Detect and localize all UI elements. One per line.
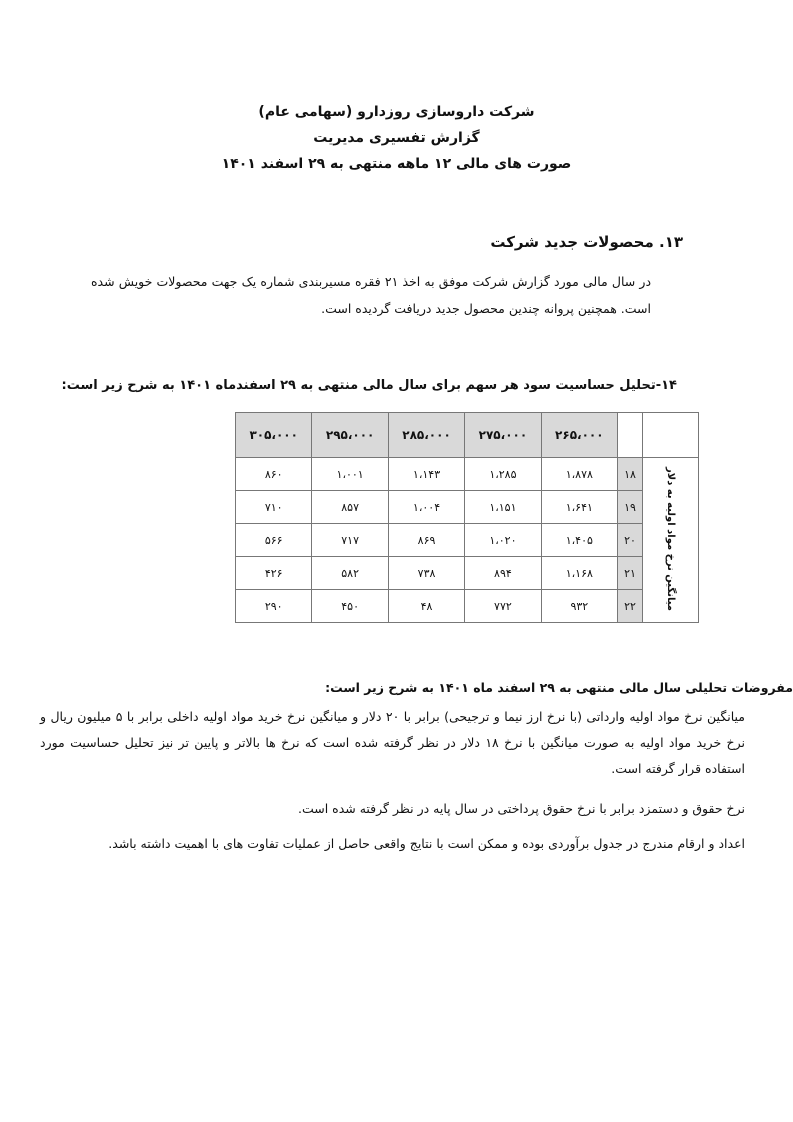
table-cell: ۱،۴۰۵ [541,524,617,557]
column-header: ۲۹۵،۰۰۰ [312,413,388,458]
table-row [236,557,699,590]
column-header: ۳۰۵،۰۰۰ [236,413,312,458]
sensitivity-table [235,412,699,623]
table-cell: ۷۷۲ [465,590,541,623]
table-row [236,524,699,557]
assumption-paragraph: میانگین نرخ مواد اولیه وارداتی (با نرخ ارز نیما و ترجیحی) برابر با ۲۰ دلار و میانگین نرخ خرید مواد اولیه داخلی برابر با ۵ میلیون ریال و نرخ خرید مواد اولیه به صورت میانگین با نرخ ۱۸ دلار در نظر گرفته شده است که نرخ ها بالاتر و پایین تر نیز تحلیل حساسیت مورد استفاده قرار گرفته است. [40,709,745,776]
table-cell: ۱،۸۷۸ [541,458,617,491]
row-rate: ۲۱ [618,557,643,590]
table-cell: ۴۵۰ [312,590,388,623]
header-blank [643,413,699,458]
assumption-paragraph: نرخ حقوق و دستمزد برابر با نرخ حقوق پرداختی در سال پایه در نظر گرفته شده است. [297,801,745,816]
table-cell: ۴۸ [388,590,464,623]
row-rate: ۲۲ [618,590,643,623]
table-cell: ۱،۲۸۵ [465,458,541,491]
table-cell: ۸۹۴ [465,557,541,590]
table-row [236,491,699,524]
section-14-title: ۱۴-تحلیل حساسیت سود هر سهم برای سال مالی منتهی به ۲۹ اسفندماه ۱۴۰۱ به شرح زیر است: [61,378,677,393]
table-cell: ۹۳۲ [541,590,617,623]
table-cell: ۱،۰۰۱ [312,458,388,491]
table-cell: ۸۶۰ [236,458,312,491]
section-13-title: ۱۳. محصولات جدید شرکت [490,233,683,251]
table-cell: ۸۵۷ [312,491,388,524]
row-rate: ۱۹ [618,491,643,524]
column-header: ۲۸۵،۰۰۰ [388,413,464,458]
table-row [236,590,699,623]
row-rate: ۱۸ [618,458,643,491]
table-cell: ۵۸۲ [312,557,388,590]
table-cell: ۱،۶۴۱ [541,491,617,524]
table-cell: ۱،۱۶۸ [541,557,617,590]
row-rate: ۲۰ [618,524,643,557]
table-cell: ۵۶۶ [236,524,312,557]
table-cell: ۱،۱۵۱ [465,491,541,524]
table-cell: ۷۱۷ [312,524,388,557]
company-name: شرکت داروسازی روزدارو (سهامی عام) [258,104,535,120]
table-header-row [236,413,699,458]
table-cell: ۸۶۹ [388,524,464,557]
side-label: میانگین نرخ مواد اولیه به دلار [665,466,676,611]
table-cell: ۷۳۸ [388,557,464,590]
report-title: گزارش تفسیری مدیریت [313,130,480,146]
side-label-cell [643,458,699,623]
table-cell: ۲۹۰ [236,590,312,623]
table-cell: ۱،۱۴۳ [388,458,464,491]
table-cell: ۱،۰۰۴ [388,491,464,524]
statement-period: صورت های مالی ۱۲ ماهه منتهی به ۲۹ اسفند ۱۴۰۱ [221,156,572,172]
assumption-paragraph: اعداد و ارقام مندرج در جدول برآوردی بوده و ممکن است با نتایج واقعی حاصل از عملیات تفاوت های با اهمیت داشته باشد. [108,836,745,851]
section-13-body: در سال مالی مورد گزارش شرکت موفق به اخذ ۲۱ فقره مسیربندی شماره یک جهت محصولات خویش شده است. همچنین پروانه چندین محصول جدید دریافت گردیده است. [91,274,652,316]
column-header: ۲۷۵،۰۰۰ [465,413,541,458]
header-blank [618,413,643,458]
table-cell: ۷۱۰ [236,491,312,524]
column-header: ۲۶۵،۰۰۰ [541,413,617,458]
table-cell: ۱،۰۲۰ [465,524,541,557]
assumptions-title: مفروضات تحلیلی سال مالی منتهی به ۲۹ اسفند ماه ۱۴۰۱ به شرح زیر است: [325,680,793,695]
table-cell: ۴۲۶ [236,557,312,590]
table-row [236,458,699,491]
